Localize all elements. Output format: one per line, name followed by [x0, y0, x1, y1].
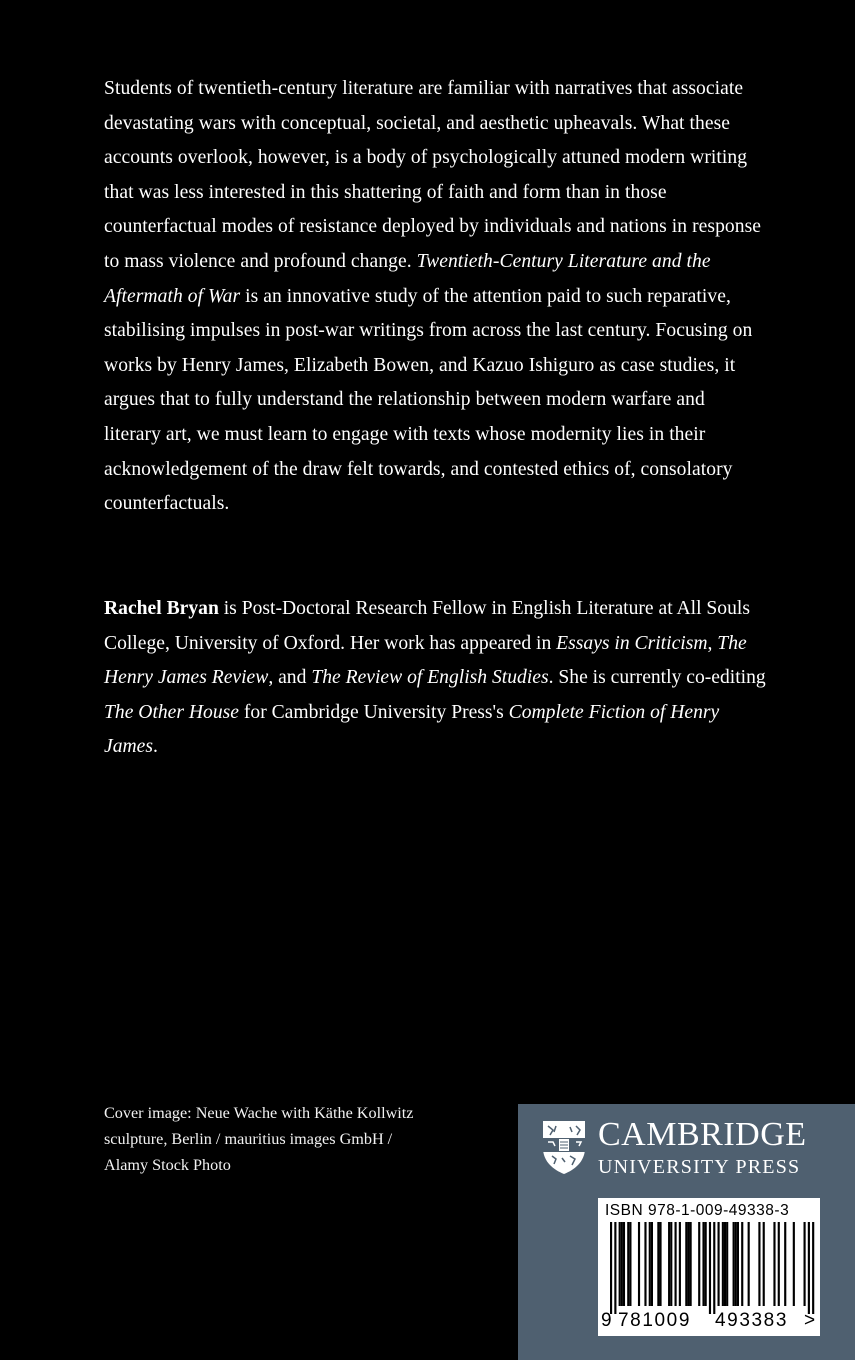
book-1: The Other House [104, 701, 239, 723]
journal-2: The Henry James Review [104, 632, 747, 689]
barcode-bar [726, 1222, 728, 1306]
barcode-bar [670, 1222, 672, 1306]
barcode-bar [621, 1222, 623, 1306]
barcode-bar [657, 1222, 659, 1306]
barcode-bar [687, 1222, 689, 1306]
author-name: Rachel Bryan [104, 598, 219, 619]
cover-image-credit [104, 1100, 494, 1178]
barcode-bar [763, 1222, 765, 1306]
publisher-panel [518, 1104, 855, 1360]
publisher-name-line-1: CAMBRIDGE [598, 1116, 807, 1153]
bio-sep-2: , and [268, 667, 312, 689]
barcode-bar [651, 1222, 653, 1306]
description-text-1: Students of twentieth-century literature are familiar with narratives that associate devastating wars with conceptual, societal, and aesthetic upheavals. What these accounts overlook, however, is a body of psychologically attuned modern writing that was less interested in this shattering of faith and form than in those counterfactual modes of resistance deployed by individuals and nations in response to mass violence and profound change. [104, 78, 762, 272]
barcode-bar [778, 1222, 780, 1306]
bio-text-3: for Cambridge University Press's [238, 701, 509, 723]
description-text-2: is an innovative study of the attention paid to such reparative, stabilising impulses in post-war writings from across the last century. Focusing on works by Henry James, Elizabeth Bowen, and Kazuo Ishiguro as case studies, it argues that to fully understand the relationship between modern warfare and literary art, we must learn to engage with texts whose modernity lies in their acknowledgement of the draw felt towards, and contested ethics of, consolatory counterfactuals. [104, 285, 753, 515]
author-bio [104, 592, 769, 765]
barcode-bar [724, 1222, 726, 1306]
barcode-bar [685, 1222, 687, 1306]
book-description [104, 72, 764, 522]
bio-text-1: is Post-Doctoral Research Fellow in English Literature at All Souls College, University of Oxford. Her work has appeared in [104, 598, 750, 654]
book-title: Twentieth-Century Literature and the Aftermath of War [104, 250, 711, 307]
barcode-bar [741, 1222, 743, 1306]
credit-line-3: Alamy Stock Photo [104, 1156, 231, 1174]
barcode-area [598, 1198, 820, 1336]
barcode-guard-bar [709, 1222, 711, 1314]
barcode-bar [638, 1222, 640, 1306]
barcode-bar [644, 1222, 646, 1306]
credit-line-2: sculpture, Berlin / mauritius images GmbH / [104, 1130, 393, 1148]
bio-text-2: . She is currently co-editing [548, 667, 766, 689]
barcode-bar [718, 1222, 720, 1306]
barcode-bar [722, 1222, 724, 1306]
barcode-guard-bar [614, 1222, 616, 1314]
publisher-logo [540, 1118, 807, 1180]
barcode-bar [649, 1222, 651, 1306]
barcode-bar [619, 1222, 621, 1306]
barcode-guard-bar [812, 1222, 814, 1314]
barcode-bar [668, 1222, 670, 1306]
barcode-bar [784, 1222, 786, 1306]
barcode-bar [758, 1222, 760, 1306]
bio-paragraph [104, 592, 769, 765]
publisher-name-line-2: UNIVERSITY PRESS [598, 1156, 801, 1178]
book-2: Complete Fiction of Henry James [104, 701, 720, 758]
barcode-bar [804, 1222, 806, 1306]
barcode-bar [623, 1222, 625, 1306]
barcode-guard-bar [610, 1222, 612, 1314]
publisher-wordmark [598, 1118, 807, 1180]
barcode-bar [748, 1222, 750, 1306]
barcode-left-group: 781009 [618, 1310, 692, 1331]
barcode-bar [629, 1222, 631, 1306]
cambridge-shield-icon [540, 1118, 588, 1176]
barcode-bar [698, 1222, 700, 1306]
barcode-digits [598, 1310, 820, 1334]
barcode-bar [737, 1222, 739, 1306]
description-paragraph [104, 72, 764, 522]
barcode-bars [598, 1222, 820, 1314]
bio-text-4: . [152, 736, 158, 758]
barcode-bar [735, 1222, 737, 1306]
barcode-guard-bar [808, 1222, 810, 1314]
barcode-bar [793, 1222, 795, 1306]
barcode-bar [702, 1222, 704, 1306]
barcode-bar [675, 1222, 677, 1306]
journal-3: The Review of English Studies [311, 667, 549, 689]
barcode-bar [773, 1222, 775, 1306]
barcode-bar [690, 1222, 692, 1306]
bio-sep-1: , [707, 632, 718, 654]
journal-1: Essays in Criticism [556, 632, 708, 654]
barcode-bar [705, 1222, 707, 1306]
barcode-right-group: 493383 [715, 1310, 789, 1331]
barcode-arrow: > [804, 1310, 816, 1331]
barcode-bar [679, 1222, 681, 1306]
barcode-first-digit: 9 [601, 1310, 612, 1331]
credit-line-1: Cover image: Neue Wache with Käthe Kollwitz [104, 1104, 414, 1122]
barcode-guard-bar [713, 1222, 715, 1314]
barcode-bar [627, 1222, 629, 1306]
barcode-bar [659, 1222, 661, 1306]
isbn-label: ISBN 978-1-009-49338-3 [605, 1202, 790, 1219]
barcode-bar [733, 1222, 735, 1306]
